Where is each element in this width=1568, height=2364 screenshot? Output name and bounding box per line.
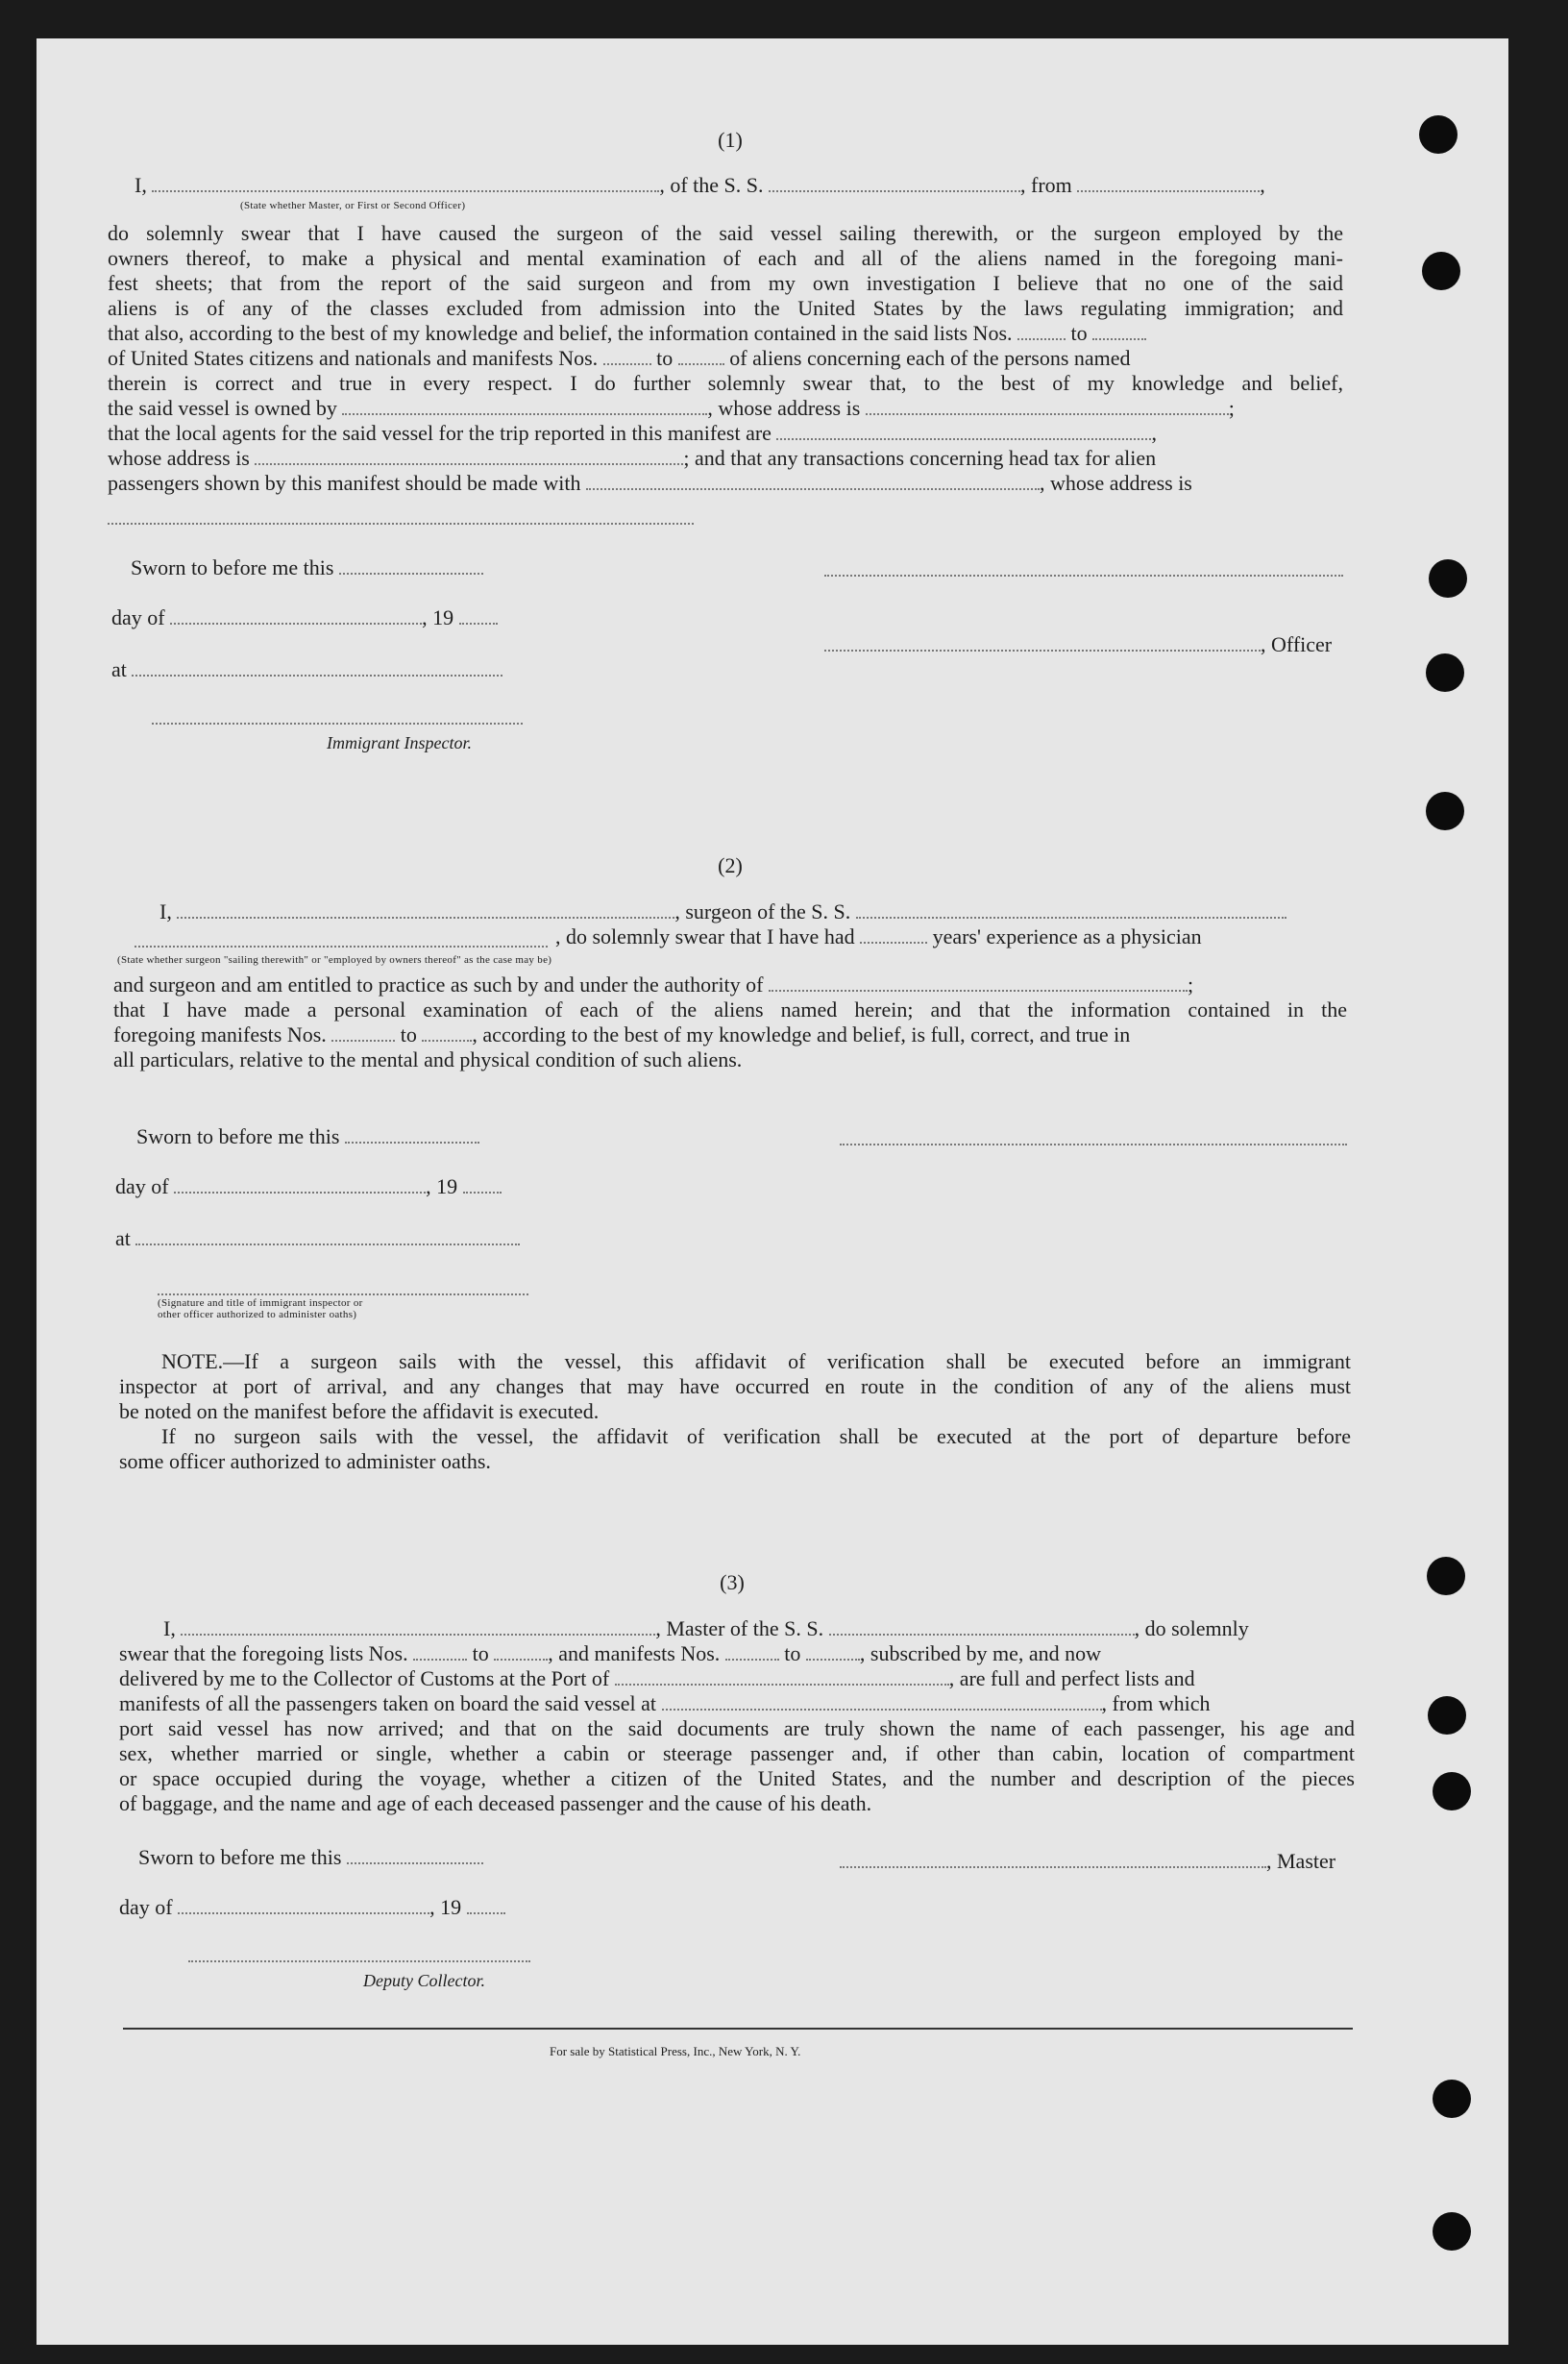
s3-line1-swear: , do solemnly	[1134, 1616, 1249, 1640]
continuation-line	[108, 523, 694, 525]
surgeon-name-field[interactable]	[177, 899, 674, 919]
s1-line1-from: , from	[1020, 173, 1072, 197]
s1-place-field[interactable]	[132, 657, 502, 677]
s2-line2-swear: , do solemnly swear that I have had	[555, 924, 855, 948]
s3-manifests-to-field[interactable]	[806, 1641, 860, 1661]
s3-body-line: sex, whether married or single, whether a cabin or steerage passenger and, if other than cabin, location of compartment	[119, 1741, 1355, 1765]
s3-line3	[119, 1666, 1359, 1691]
collector-label: Deputy Collector.	[363, 1971, 485, 1990]
s3-line3-text: delivered by me to the Collector of Customs at the Port of	[119, 1666, 610, 1690]
inspector-label: Immigrant Inspector.	[327, 733, 472, 752]
from-port-field[interactable]	[1077, 173, 1260, 192]
s3-line1-master: , Master of the S. S.	[655, 1616, 824, 1640]
inspector-signature-line[interactable]	[152, 723, 523, 725]
manifests-from-field[interactable]	[603, 346, 651, 365]
s1-line1-ss: , of the S. S.	[659, 173, 764, 197]
s2-line1-ss: , surgeon of the S. S.	[674, 899, 851, 923]
s2-dayof-text: day of	[115, 1174, 169, 1198]
master-signature-field[interactable]	[840, 1849, 1266, 1868]
s3-line4-fromwhich: , from which	[1101, 1691, 1211, 1715]
s1-sworn-text: Sworn to before me this	[131, 555, 334, 579]
s1-lists-text: that also, according to the best of my knowledge and belief, the information contained in the said lists Nos.	[108, 321, 1013, 345]
s1-year-field[interactable]	[459, 605, 498, 625]
s2-manifests-from-field[interactable]	[331, 1022, 395, 1042]
s1-agents-comma: ,	[1151, 421, 1157, 445]
punch-hole	[1427, 1557, 1465, 1595]
s1-address-headtax: ; and that any transactions concerning head tax for alien	[683, 446, 1157, 470]
s2-line1-i: I,	[159, 899, 172, 923]
s3-body-line: port said vessel has now arrived; and that on the said documents are truly shown the name of each passenger, his age and	[119, 1716, 1355, 1740]
s3-body-line: of baggage, and the name and age of each deceased passenger and the cause of his death.	[119, 1791, 872, 1815]
s1-owned-address: , whose address is	[707, 396, 861, 420]
s1-correct-line: therein is correct and true in every respect. I do further solemnly swear that, to the best of my knowledge and belief,	[108, 371, 1343, 395]
s1-dayof	[111, 605, 498, 630]
s2-year: , 19	[426, 1174, 458, 1198]
collector-signature-line[interactable]	[188, 1960, 530, 1962]
punch-hole	[1419, 115, 1458, 154]
s2-manifests-text: foregoing manifests Nos.	[113, 1022, 327, 1047]
years-experience-field[interactable]	[860, 924, 927, 944]
s3-sworn	[138, 1845, 483, 1870]
footer-rule	[123, 2028, 1353, 2030]
officer-signature-line	[824, 575, 1343, 577]
s3-line4-text: manifests of all the passengers taken on board the said vessel at	[119, 1691, 657, 1715]
section-2-number: (2)	[718, 853, 743, 877]
s3-dayof	[119, 1895, 505, 1920]
s3-line2	[119, 1641, 1359, 1666]
s3-line4	[119, 1691, 1359, 1716]
punch-hole	[1429, 559, 1467, 598]
s1-manifests-text: of United States citizens and nationals and manifests Nos.	[108, 346, 599, 370]
note-line: some officer authorized to administer oaths.	[119, 1449, 491, 1473]
s1-dayof-text: day of	[111, 605, 165, 629]
s2-line2-years: years' experience as a physician	[932, 924, 1202, 948]
s2-manifests-rest: , according to the best of my knowledge and belief, is full, correct, and true in	[472, 1022, 1131, 1047]
s3-line2-manifests: , and manifests Nos.	[548, 1641, 721, 1665]
s2-manifests-to-field[interactable]	[422, 1022, 472, 1042]
s2-place-field[interactable]	[135, 1226, 520, 1245]
agents-field[interactable]	[776, 421, 1151, 440]
s2-dayof	[115, 1174, 502, 1199]
s2-signature-line[interactable]	[158, 1293, 528, 1295]
s1-officer-line	[824, 632, 1332, 657]
s1-passengers-text: passengers shown by this manifest should be made with	[108, 471, 581, 495]
signature-note-line: other officer authorized to administer oaths)	[158, 1309, 357, 1320]
s2-authority-line	[113, 973, 1349, 997]
s1-lists-to: to	[1070, 321, 1088, 345]
manifests-to-field[interactable]	[678, 346, 724, 365]
s1-officer-label: , Officer	[1261, 632, 1333, 656]
s3-month-field[interactable]	[178, 1895, 429, 1914]
s3-manifests-from-field[interactable]	[725, 1641, 779, 1661]
s2-at	[115, 1226, 520, 1251]
note-line: If no surgeon sails with the vessel, the affidavit of verification shall be executed at the port of departure before	[161, 1424, 1351, 1448]
s1-line1-i: I,	[135, 173, 147, 197]
master-name-field[interactable]	[181, 1616, 655, 1636]
s2-authority-text: and surgeon and am entitled to practice as such by and under the authority of	[113, 973, 764, 997]
vessel-name-field[interactable]	[769, 173, 1020, 192]
s2-particulars-line: all particulars, relative to the mental and physical condition of such aliens.	[113, 1047, 743, 1071]
lists-to-field[interactable]	[1092, 321, 1146, 340]
s3-line2-to2: to	[784, 1641, 801, 1665]
signature-note-line: (Signature and title of immigrant inspector or	[158, 1297, 363, 1309]
punch-hole	[1433, 2080, 1471, 2118]
s3-dayof-text: day of	[119, 1895, 173, 1919]
s3-master-label: , Master	[1266, 1849, 1336, 1873]
s1-owned-semi: ;	[1228, 396, 1235, 420]
s2-at-text: at	[115, 1226, 131, 1250]
s1-month-field[interactable]	[170, 605, 422, 625]
section-3-number: (3)	[720, 1570, 745, 1594]
footer-text: For sale by Statistical Press, Inc., New York, N. Y.	[550, 2044, 801, 2058]
authority-field[interactable]	[769, 973, 1188, 992]
s1-body-line: owners thereof, to make a physical and mental examination of each and all of the aliens named in the foregoing mani-	[108, 246, 1343, 270]
s3-line2-subscribed: , subscribed by me, and now	[859, 1641, 1102, 1665]
s1-manifests-to: to	[656, 346, 674, 370]
signature-note	[158, 1297, 363, 1320]
s1-body-line: do solemnly swear that I have caused the surgeon of the said vessel sailing therewith, or the surgeon employed by the	[108, 221, 1343, 245]
s3-lists-from-field[interactable]	[413, 1641, 467, 1661]
s2-month-field[interactable]	[174, 1174, 426, 1194]
s3-year-field[interactable]	[467, 1895, 505, 1914]
punch-hole	[1433, 2212, 1471, 2251]
s3-lists-to-field[interactable]	[494, 1641, 548, 1661]
embark-port-field[interactable]	[662, 1691, 1102, 1711]
s1-year: , 19	[422, 605, 454, 629]
note-line: NOTE.—If a surgeon sails with the vessel, this affidavit of verification shall be executed before an immigrant	[161, 1349, 1351, 1373]
s2-year-field[interactable]	[463, 1174, 502, 1194]
port-field[interactable]	[615, 1666, 949, 1686]
note-line: inspector at port of arrival, and any changes that may have occurred en route in the condition of any of the aliens must	[119, 1374, 1351, 1398]
s1-sworn-day-field[interactable]	[339, 555, 483, 575]
s3-line2-to: to	[472, 1641, 489, 1665]
punch-hole	[1428, 1696, 1466, 1735]
s3-year: , 19	[429, 1895, 462, 1919]
s3-line1-i: I,	[163, 1616, 176, 1640]
s1-line1-comma: ,	[1260, 173, 1265, 197]
s3-line1	[163, 1616, 1355, 1641]
surgeon-note: (State whether surgeon "sailing therewith" or "employed by owners thereof" as the case may be)	[117, 954, 552, 966]
s2-sworn-text: Sworn to before me this	[136, 1124, 340, 1148]
s2-sworn	[136, 1124, 479, 1149]
s1-at-text: at	[111, 657, 127, 681]
s3-line3-lists: , are full and perfect lists and	[948, 1666, 1195, 1690]
s1-agents-line	[108, 421, 1347, 446]
s1-sworn	[131, 555, 483, 580]
s3-line2-text: swear that the foregoing lists Nos.	[119, 1641, 408, 1665]
s1-lists-line	[108, 321, 1347, 346]
agents-address-field[interactable]	[255, 446, 683, 465]
headtax-contact-field[interactable]	[586, 471, 1040, 490]
s1-address-text: whose address is	[108, 446, 250, 470]
s1-agents-text: that the local agents for the said vessel for the trip reported in this manifest are	[108, 421, 772, 445]
punch-hole	[1426, 653, 1464, 692]
lists-from-field[interactable]	[1017, 321, 1066, 340]
s3-sworn-day-field[interactable]	[347, 1845, 483, 1864]
punch-hole	[1422, 252, 1460, 290]
s1-manifests-aliens: of aliens concerning each of the persons named	[729, 346, 1131, 370]
officer-name-field[interactable]	[152, 173, 659, 192]
s2-manifests-line	[113, 1022, 1353, 1047]
note-line: be noted on the manifest before the affidavit is executed.	[119, 1399, 600, 1423]
s3-vessel-field[interactable]	[829, 1616, 1135, 1636]
s2-vessel-field[interactable]	[856, 899, 1286, 919]
s2-manifests-to: to	[400, 1022, 417, 1047]
officer-signature-field[interactable]	[824, 632, 1261, 652]
section-1-number: (1)	[718, 128, 743, 152]
s2-authority-semi: ;	[1188, 973, 1194, 997]
s1-passengers-line	[108, 471, 1347, 496]
s3-master-line	[840, 1849, 1335, 1874]
s1-manifests-line	[108, 346, 1347, 371]
s1-at	[111, 657, 502, 682]
punch-hole	[1426, 792, 1464, 830]
s2-exam-line: that I have made a personal examination of each of the aliens named herein; and that the information contained in the	[113, 997, 1347, 1022]
surgeon-signature-line[interactable]	[840, 1144, 1347, 1145]
officer-note: (State whether Master, or First or Second Officer)	[240, 200, 466, 211]
s1-body-line: aliens is of any of the classes excluded from admission into the United States by the laws regulating immigration; and	[108, 296, 1343, 320]
s1-address-line	[108, 446, 1347, 471]
s2-line1	[159, 899, 1347, 924]
s1-owned-line	[108, 396, 1347, 421]
s1-passengers-address: , whose address is	[1040, 471, 1192, 495]
s2-line2	[555, 924, 1347, 949]
s1-owned-text: the said vessel is owned by	[108, 396, 337, 420]
owner-address-field[interactable]	[866, 396, 1229, 415]
s2-sworn-day-field[interactable]	[345, 1124, 479, 1144]
s3-sworn-text: Sworn to before me this	[138, 1845, 342, 1869]
s1-body-line: fest sheets; that from the report of the said surgeon and from my own investigation I believe that no one of the said	[108, 271, 1343, 295]
owner-field[interactable]	[342, 396, 707, 415]
punch-hole	[1433, 1772, 1471, 1810]
s3-body-line: or space occupied during the voyage, whether a citizen of the United States, and the number and description of the pieces	[119, 1766, 1355, 1790]
